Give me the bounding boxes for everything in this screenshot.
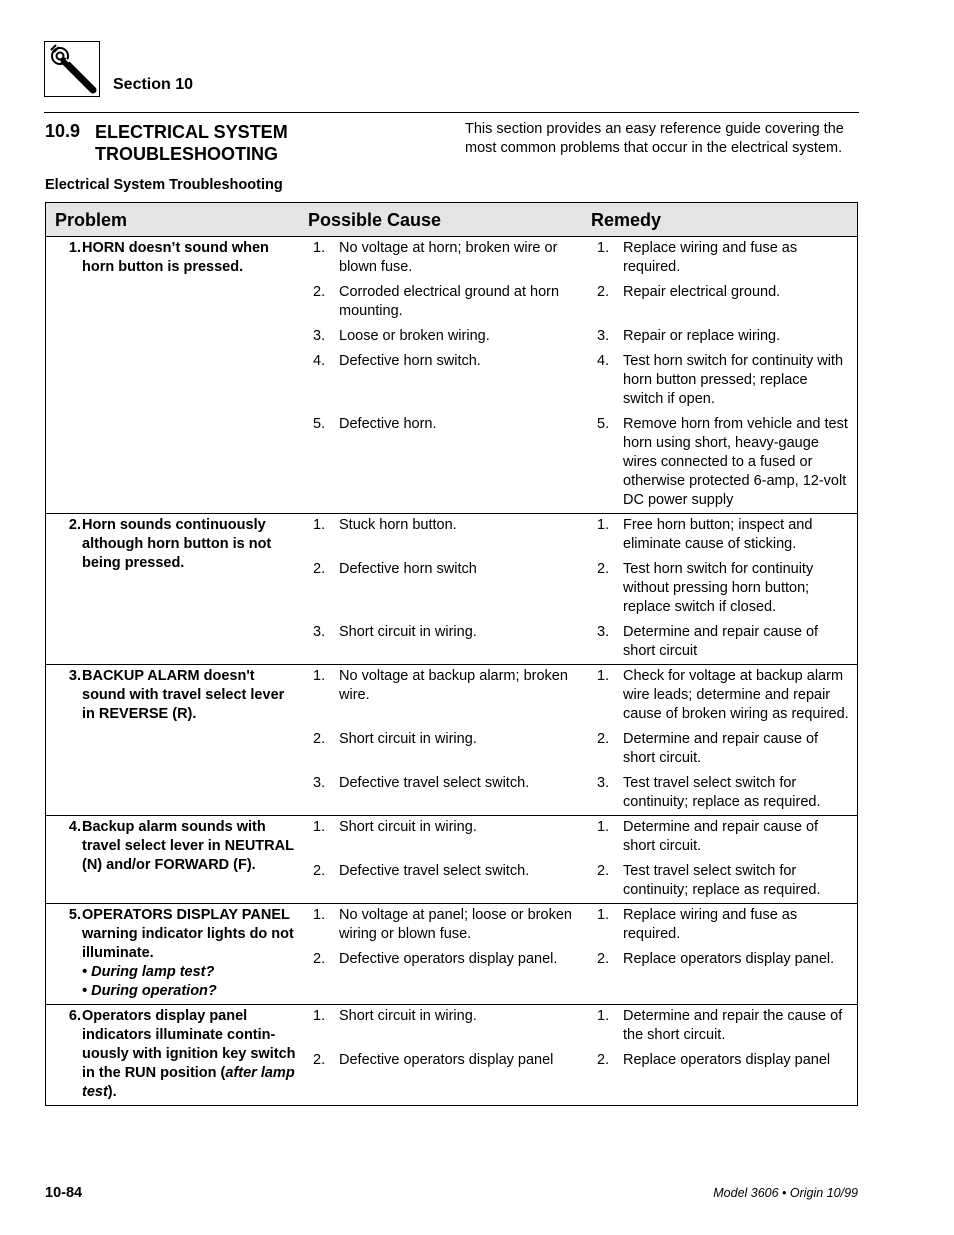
cause-number: 3. [313, 624, 326, 640]
cause-remedy-pair [308, 774, 857, 812]
table-body [46, 237, 857, 1105]
possible-cause [308, 516, 591, 554]
remedy [591, 352, 857, 409]
cause-number: 2. [313, 284, 326, 300]
remedy-number: 2. [597, 863, 610, 879]
remedy [591, 1007, 857, 1045]
problem-cell [46, 239, 308, 510]
cause-number: 1. [313, 907, 326, 923]
remedy-text: Replace wiring and fuse as required. [623, 907, 798, 942]
page-title: ELECTRICAL SYSTEM TROUBLESHOOTING [95, 122, 288, 164]
problem-cell [46, 818, 308, 900]
possible-cause [308, 906, 591, 944]
cause-text: Defective horn switch [339, 561, 477, 577]
cause-text: No voltage at backup alarm; broken wire. [339, 668, 568, 703]
remedy-number: 1. [597, 668, 610, 684]
problem-subitem: • During lamp test? [82, 964, 215, 980]
remedy-text: Replace wiring and fuse as required. [623, 240, 798, 275]
problem-text [82, 906, 297, 1001]
cause-number: 2. [313, 951, 326, 967]
problem-italic: after lamp test [82, 1065, 295, 1100]
cause-text: Short circuit in wiring. [339, 819, 477, 835]
cause-number: 2. [313, 561, 326, 577]
cause-remedy-list [308, 906, 857, 1001]
header-possible-cause: Possible Cause [308, 210, 442, 230]
possible-cause [308, 352, 591, 409]
cause-text: Short circuit in wiring. [339, 731, 477, 747]
cause-remedy-pair [308, 667, 857, 724]
remedy-text: Remove horn from vehicle and test horn using short, heavy-gauge wires connected to a fused or otherwise protected 6-amp, 12-volt DC power supply [623, 416, 848, 508]
remedy-text: Test travel select switch for continuity; replace as required. [623, 863, 821, 898]
cause-number: 3. [313, 328, 326, 344]
problem-description: Operators display panel indicators illuminate contin-uously with ignition key switch in the RUN position ( [82, 1008, 296, 1081]
troubleshooting-table [45, 202, 858, 1106]
cause-remedy-list [308, 818, 857, 900]
cause-remedy-pair [308, 623, 857, 661]
cause-text: Defective horn. [339, 416, 437, 432]
cause-number: 1. [313, 819, 326, 835]
remedy [591, 327, 857, 346]
cause-text: Defective travel select switch. [339, 863, 530, 879]
remedy [591, 516, 857, 554]
cause-text: No voltage at panel; loose or broken wiring or blown fuse. [339, 907, 572, 942]
cause-remedy-pair [308, 730, 857, 768]
remedy [591, 774, 857, 812]
remedy-text: Determine and repair the cause of the short circuit. [623, 1008, 843, 1043]
remedy [591, 950, 857, 969]
cause-number: 4. [313, 353, 326, 369]
remedy-number: 2. [597, 731, 610, 747]
remedy-text: Free horn button; inspect and eliminate cause of sticking. [623, 517, 813, 552]
cause-text: Short circuit in wiring. [339, 624, 477, 640]
cause-remedy-pair [308, 906, 857, 944]
table-row [46, 816, 857, 904]
remedy-number: 3. [597, 775, 610, 791]
page-number: 10-84 [45, 1185, 83, 1201]
possible-cause [308, 1007, 591, 1045]
cause-number: 2. [313, 731, 326, 747]
remedy-text: Repair electrical ground. [623, 284, 781, 300]
problem-description: HORN doesn’t sound when horn button is pressed. [82, 240, 269, 275]
problem-text [82, 516, 297, 661]
remedy-number: 5. [597, 416, 610, 432]
cause-number: 2. [313, 1052, 326, 1068]
problem-end: ). [107, 1084, 117, 1100]
remedy-number: 1. [597, 1008, 610, 1024]
remedy [591, 239, 857, 277]
possible-cause [308, 623, 591, 661]
remedy-text: Test travel select switch for continuity; replace as required. [623, 775, 821, 810]
remedy [591, 906, 857, 944]
possible-cause [308, 327, 591, 346]
remedy-text: Repair or replace wiring. [623, 328, 781, 344]
table-row [46, 904, 857, 1005]
remedy-text: Replace operators display panel [623, 1052, 831, 1068]
problem-number: 6. [68, 1008, 81, 1024]
possible-cause [308, 818, 591, 856]
remedy-number: 1. [597, 907, 610, 923]
remedy-number: 3. [597, 328, 610, 344]
problem-cell [46, 667, 308, 812]
cause-number: 3. [313, 775, 326, 791]
remedy [591, 730, 857, 768]
cause-number: 1. [313, 517, 326, 533]
cause-remedy-pair [308, 818, 857, 856]
remedy-number: 1. [597, 819, 610, 835]
cause-remedy-pair [308, 352, 857, 409]
remedy-text: Test horn switch for continuity without pressing horn button; replace switch if closed. [623, 561, 814, 615]
remedy-text: Test horn switch for continuity with horn button pressed; replace switch if open. [623, 353, 844, 407]
problem-description: BACKUP ALARM doesn't sound with travel select lever in REVERSE (R). [82, 668, 285, 722]
cause-remedy-pair [308, 950, 857, 969]
remedy [591, 560, 857, 617]
problem-subitem: • During operation? [82, 983, 217, 999]
cause-number: 1. [313, 668, 326, 684]
table-row [46, 237, 857, 514]
cause-text: Defective horn switch. [339, 353, 481, 369]
remedy-number: 2. [597, 561, 610, 577]
possible-cause [308, 730, 591, 768]
cause-number: 1. [313, 1008, 326, 1024]
intro-paragraph: This section provides an easy reference guide covering the most common problems that occur in the electrical system. [465, 121, 844, 156]
cause-remedy-pair [308, 239, 857, 277]
possible-cause [308, 239, 591, 277]
table-row [46, 1005, 857, 1105]
header-problem: Problem [55, 210, 128, 230]
remedy [591, 818, 857, 856]
remedy [591, 862, 857, 900]
remedy [591, 415, 857, 510]
problem-text [82, 1007, 297, 1102]
model-origin: Model 3606 • Origin 10/99 [713, 1186, 858, 1200]
problem-text [82, 667, 297, 812]
cause-remedy-list [308, 516, 857, 661]
problem-description: Backup alarm sounds with travel select lever in NEUTRAL (N) and/or FORWARD (F). [82, 819, 294, 873]
wrench-icon [44, 41, 100, 97]
heading-number: 10.9 [45, 121, 81, 141]
problem-number: 3. [68, 668, 81, 684]
problem-description: OPERATORS DISPLAY PANEL warning indicator lights do not illuminate. [82, 907, 294, 961]
problem-cell [46, 906, 308, 1001]
cause-number: 1. [313, 240, 326, 256]
cause-remedy-pair [308, 327, 857, 346]
problem-cell [46, 1007, 308, 1102]
cause-text: Short circuit in wiring. [339, 1008, 477, 1024]
problem-description: Horn sounds continuously although horn button is not being pressed. [82, 517, 272, 571]
header-remedy: Remedy [591, 210, 662, 230]
problem-number: 2. [68, 517, 81, 533]
cause-number: 5. [313, 416, 326, 432]
remedy-text: Determine and repair cause of short circuit. [623, 819, 819, 854]
possible-cause [308, 950, 591, 969]
cause-remedy-pair [308, 862, 857, 900]
possible-cause [308, 862, 591, 900]
cause-text: Corroded electrical ground at horn mounting. [339, 284, 560, 319]
problem-cell [46, 516, 308, 661]
remedy-number: 4. [597, 353, 610, 369]
possible-cause [308, 560, 591, 617]
remedy-number: 3. [597, 624, 610, 640]
remedy-text: Check for voltage at backup alarm wire leads; determine and repair cause of broken wiring as required. [623, 668, 849, 722]
possible-cause [308, 1051, 591, 1070]
cause-number: 2. [313, 863, 326, 879]
problem-text [82, 818, 297, 900]
header-rule [44, 112, 859, 113]
problem-text [82, 239, 297, 510]
cause-remedy-list [308, 1007, 857, 1102]
cause-text: Defective travel select switch. [339, 775, 530, 791]
possible-cause [308, 283, 591, 321]
problem-number: 5. [68, 907, 81, 923]
possible-cause [308, 415, 591, 510]
cause-text: Defective operators display panel [339, 1052, 554, 1068]
cause-text: No voltage at horn; broken wire or blown fuse. [339, 240, 558, 275]
table-row [46, 514, 857, 665]
remedy-number: 1. [597, 240, 610, 256]
remedy-number: 1. [597, 517, 610, 533]
table-title: Electrical System Troubleshooting [45, 177, 283, 193]
cause-remedy-pair [308, 560, 857, 617]
remedy [591, 283, 857, 321]
table-header [46, 203, 857, 237]
remedy-text: Determine and repair cause of short circuit. [623, 731, 819, 766]
remedy-number: 2. [597, 284, 610, 300]
cause-remedy-pair [308, 1051, 857, 1070]
cause-remedy-pair [308, 415, 857, 510]
table-row [46, 665, 857, 816]
possible-cause [308, 667, 591, 724]
problem-number: 4. [68, 819, 81, 835]
remedy-text: Determine and repair cause of short circuit [623, 624, 819, 659]
cause-remedy-pair [308, 283, 857, 321]
cause-text: Stuck horn button. [339, 517, 457, 533]
remedy [591, 1051, 857, 1070]
cause-remedy-pair [308, 1007, 857, 1045]
section-label: Section 10 [113, 76, 194, 93]
cause-remedy-list [308, 239, 857, 510]
possible-cause [308, 774, 591, 812]
problem-number: 1. [68, 240, 81, 256]
remedy [591, 623, 857, 661]
cause-remedy-pair [308, 516, 857, 554]
remedy [591, 667, 857, 724]
cause-remedy-list [308, 667, 857, 812]
cause-text: Loose or broken wiring. [339, 328, 490, 344]
remedy-number: 2. [597, 1052, 610, 1068]
cause-text: Defective operators display panel. [339, 951, 558, 967]
remedy-number: 2. [597, 951, 610, 967]
remedy-text: Replace operators display panel. [623, 951, 835, 967]
